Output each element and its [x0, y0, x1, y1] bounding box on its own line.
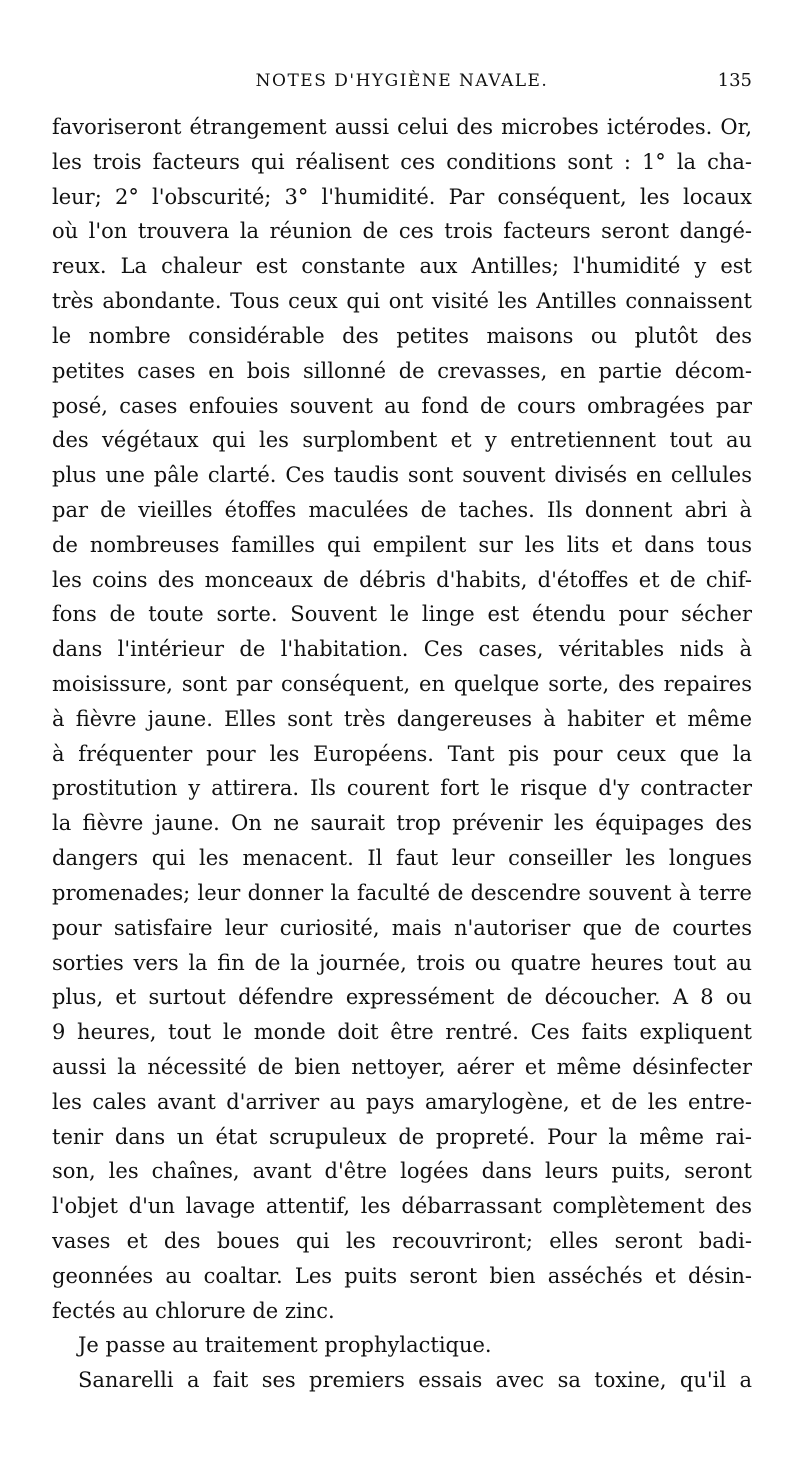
body-text: [52, 110, 752, 1398]
running-title: NOTES D'HYGIÈNE NAVALE.: [255, 71, 549, 91]
text-line: le nombre considérable des petites maisons ou plutôt des: [52, 323, 752, 348]
text-line: à fréquenter pour les Européens. Tant pis pour ceux que la: [52, 741, 752, 766]
text-line: promenades; leur donner la faculté de descendre souvent à terre: [52, 880, 752, 905]
text-line: sorties vers la fin de la journée, trois ou quatre heures tout au: [52, 950, 752, 975]
text-line: son, les chaînes, avant d'être logées dans leurs puits, seront: [52, 1159, 752, 1184]
text-line: fons de toute sorte. Souvent le linge est étendu pour sécher: [52, 602, 752, 627]
text-line: par de vieilles étoffes maculées de taches. Ils donnent abri à: [52, 497, 752, 522]
text-line: reux. La chaleur est constante aux Antilles; l'humidité y est: [52, 254, 752, 279]
page-number: 135: [717, 70, 752, 91]
text-line: les trois facteurs qui réalisent ces conditions sont : 1° la cha-: [52, 149, 752, 174]
text-line: Sanarelli a fait ses premiers essais avec sa toxine, qu'il a: [78, 1368, 752, 1393]
text-line: Je passe au traitement prophylactique.: [78, 1333, 492, 1358]
text-line: pour satisfaire leur curiosité, mais n'autoriser que de courtes: [52, 915, 752, 940]
text-line: moisissure, sont par conséquent, en quelque sorte, des repaires: [52, 672, 752, 696]
text-line: de nombreuses familles qui empilent sur les lits et dans tous: [52, 532, 752, 557]
text-line: plus, et surtout défendre expressément de découcher. A 8 ou: [52, 985, 752, 1010]
text-line: l'objet d'un lavage attentif, les débarrassant complètement des: [52, 1194, 752, 1219]
text-line: tenir dans un état scrupuleux de propreté. Pour la même rai-: [52, 1124, 752, 1149]
text-line: posé, cases enfouies souvent au fond de cours ombragées par: [52, 393, 752, 418]
text-line: des végétaux qui les surplombent et y entretiennent tout au: [52, 428, 752, 453]
text-line: prostitution y attirera. Ils courent fort le risque d'y contracter: [52, 776, 752, 801]
text-line: vases et des boues qui les recouvriront; elles seront badi-: [52, 1229, 752, 1253]
text-line: dangers qui les menacent. Il faut leur conseiller les longues: [52, 846, 752, 871]
text-line: où l'on trouvera la réunion de ces trois facteurs seront dangé-: [52, 219, 752, 244]
text-line: plus une pâle clarté. Ces taudis sont souvent divisés en cellules: [52, 463, 752, 488]
text-line: aussi la nécessité de bien nettoyer, aérer et même désinfecter: [52, 1054, 752, 1079]
text-line: geonnées au coaltar. Les puits seront bien asséchés et désin-: [52, 1263, 752, 1288]
text-line: les coins des monceaux de débris d'habits, d'étoffes et de chif-: [52, 567, 752, 592]
text-line: favoriseront étrangement aussi celui des microbes ictérodes. Or,: [52, 115, 752, 139]
text-line: la fièvre jaune. On ne saurait trop prévenir les équipages des: [52, 811, 752, 836]
text-line: les cales avant d'arriver au pays amarylogène, et de les entre-: [52, 1089, 752, 1114]
text-line: petites cases en bois sillonné de crevasses, en partie décom-: [52, 358, 752, 383]
running-head: [52, 66, 752, 96]
text-line: leur; 2° l'obscurité; 3° l'humidité. Par conséquent, les locaux: [52, 184, 752, 209]
text-line: 9 heures, tout le monde doit être rentré. Ces faits expliquent: [52, 1020, 752, 1045]
text-line: très abondante. Tous ceux qui ont visité les Antilles connaissent: [52, 289, 752, 314]
text-line: à fièvre jaune. Elles sont très dangereuses à habiter et même: [52, 706, 752, 731]
text-line: fectés au chlorure de zinc.: [52, 1298, 335, 1323]
text-line: dans l'intérieur de l'habitation. Ces cases, véritables nids à: [52, 637, 752, 662]
